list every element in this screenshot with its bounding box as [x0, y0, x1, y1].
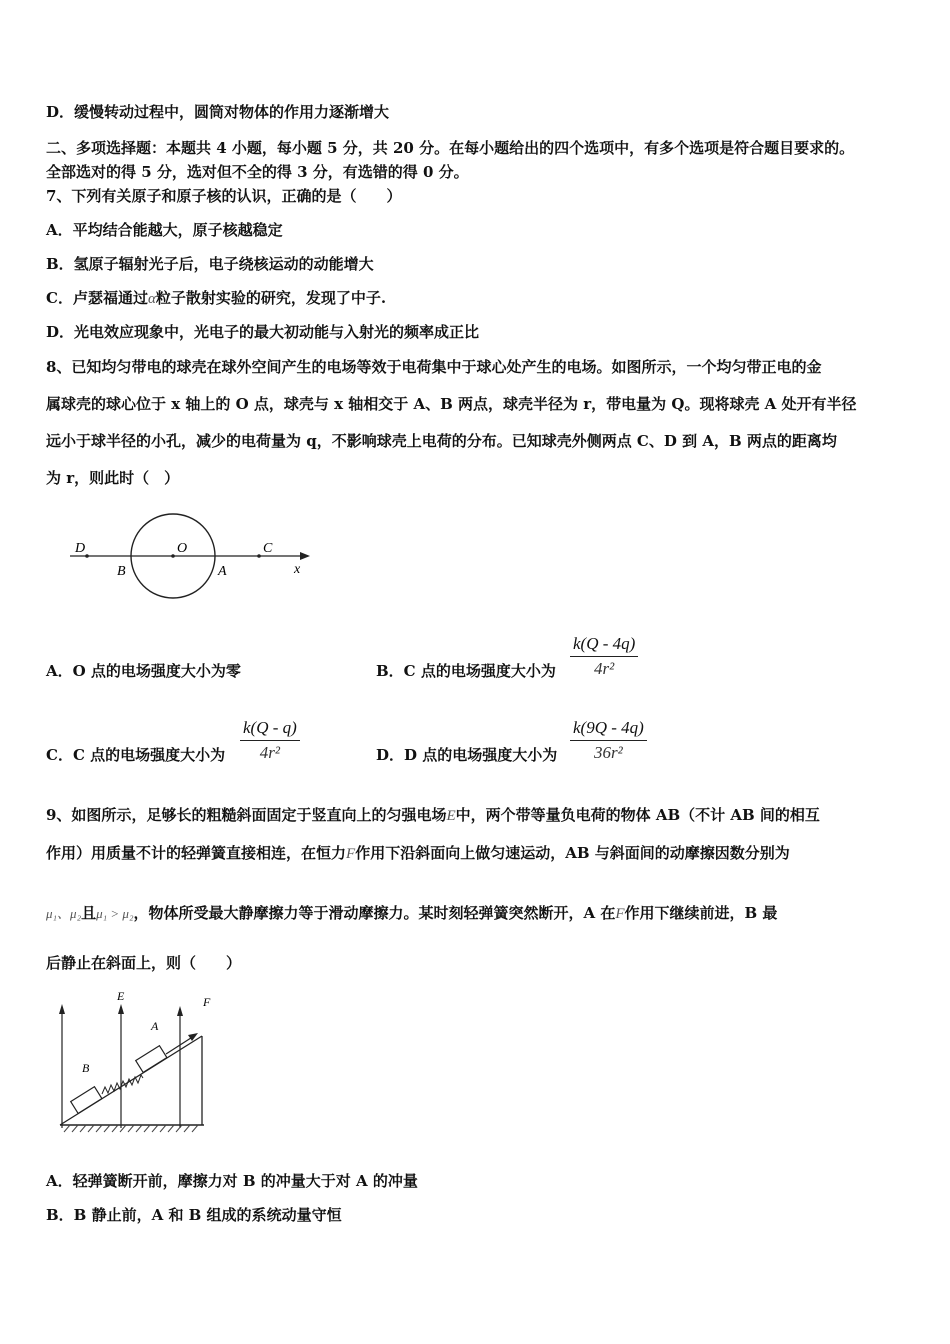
point-o-dot	[171, 554, 175, 558]
point-d-dot	[85, 554, 89, 558]
label-f: F	[203, 995, 211, 1009]
q7-stem: 7、下列有关原子和原子核的认识，正确的是（ ）	[46, 187, 402, 205]
q7-option-b: B．氢原子辐射光子后，电子绕核运动的动能增大	[46, 255, 374, 273]
section2-heading-line2: 全部选对的得 5 分，选对但不全的得 3 分，有选错的得 0 分。	[46, 163, 469, 181]
alpha-symbol: α	[147, 291, 156, 307]
q8-option-b: B．C 点的电场强度大小为	[376, 662, 556, 680]
q8-formula-d: $\frac{k(9Q - 4q)}{\text{36r²}}$	[570, 718, 647, 763]
section2-heading-line1: 二、多项选择题：本题共 4 小题，每小题 5 分，共 20 分。在每小题给出的四个选项中，有多个选项是符合题目要求的。	[46, 139, 855, 157]
q9-stem-line1: 9、如图所示，足够长的粗糙斜面固定于竖直向上的匀强电场E中，两个带等量负电荷的物体 AB（不计 AB 间的相互	[46, 806, 820, 824]
q8-stem-line2: 属球壳的球心位于 x 轴上的 O 点，球壳与 x 轴相交于 A、B 两点，球壳半径为 r，带电量为 Q。现将球壳 A 处开有半径	[46, 395, 857, 413]
q7-option-a: A．平均结合能越大，原子核越稳定	[46, 221, 283, 239]
q9-incline-diagram	[44, 990, 224, 1140]
q8-stem-line3: 远小于球半径的小孔，减少的电荷量为 q，不影响球壳上电荷的分布。已知球壳外侧两点 C、D 到 A，B 两点的距离均	[46, 432, 837, 450]
q9-option-b: B．B 静止前，A 和 B 组成的系统动量守恒	[46, 1206, 342, 1224]
label-b: B	[117, 564, 126, 579]
q8-option-a: A．O 点的电场强度大小为零	[46, 662, 241, 680]
q7-option-d: D．光电效应现象中，光电子的最大初动能与入射光的频率成正比	[46, 323, 480, 341]
label-d: D	[75, 541, 86, 556]
point-c-dot	[257, 554, 261, 558]
label-x: x	[294, 562, 301, 577]
block-b	[71, 1087, 102, 1114]
q9-stem-line3: μ₁、μ₂且μ₁ > μ₂，物体所受最大静摩擦力等于滑动摩擦力。某时刻轻弹簧突然断开，A 在F作用下继续前进，B 最	[46, 904, 778, 922]
label-b: B	[82, 1061, 90, 1075]
q9-stem-line2: 作用）用质量不计的轻弹簧直接相连，在恒力F作用下沿斜面向上做匀速运动，AB 与斜面间的动摩擦因数分别为	[46, 844, 790, 862]
q8-stem-line1: 8、已知均匀带电的球壳在球外空间产生的电场等效于电荷集中于球心处产生的电场。如图所示，一个均匀带正电的金	[46, 358, 822, 376]
q8-option-d: D．D 点的电场强度大小为	[376, 746, 558, 764]
q9-option-a: A．轻弹簧断开前，摩擦力对 B 的冲量大于对 A 的冲量	[46, 1172, 418, 1190]
label-o: O	[177, 541, 188, 556]
q8-option-c: C．C 点的电场强度大小为	[46, 746, 226, 764]
q8-formula-c: $\frac{k(Q - q)}{\text{4r²}}$	[240, 718, 300, 763]
q6-option-d: D．缓慢转动过程中，圆筒对物体的作用力逐渐增大	[46, 103, 390, 121]
label-e: E	[117, 990, 125, 1003]
q9-stem-line4: 后静止在斜面上，则（ ）	[46, 954, 242, 972]
q8-stem-line4: 为 r，则此时（ ）	[46, 469, 180, 487]
q8-formula-b: $\frac{k(Q - 4q)}{\text{4r²}}$	[570, 634, 638, 679]
spring	[102, 1075, 143, 1094]
label-a: A	[218, 564, 227, 579]
label-a: A	[151, 1019, 159, 1033]
q7-option-c: C．卢瑟福通过α粒子散射实验的研究，发现了中子.	[46, 289, 387, 307]
label-c: C	[263, 541, 273, 556]
q8-sphere-diagram	[60, 505, 330, 610]
